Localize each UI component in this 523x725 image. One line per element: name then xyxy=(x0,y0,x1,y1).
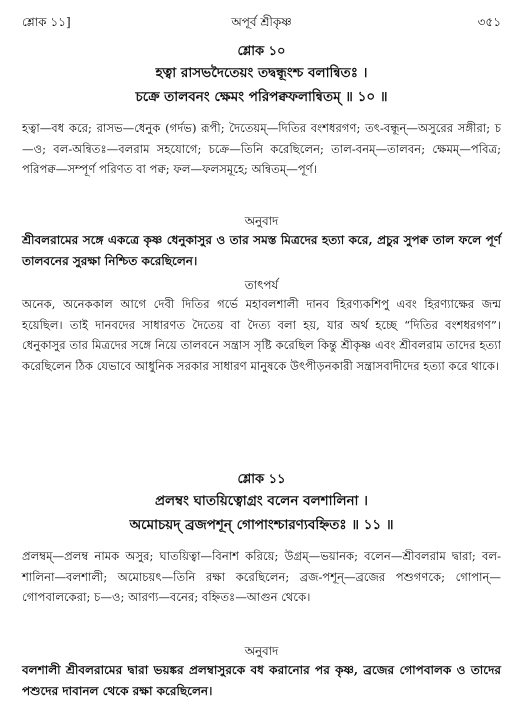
header-verse-ref: শ্লোক ১১] xyxy=(22,15,71,29)
verse-11-line-2: অমোচয়দ্ ব্রজপশূন্ গোপাংশ্চারণ্যবহ্নিতঃ ॥ ১১ ॥ xyxy=(129,517,394,533)
verse-10-line-2: চক্রে তালবনং ক্ষেমং পরিপক্বফলান্বিতম্ ॥ ১০ ॥ xyxy=(135,89,388,105)
verse-11-line-1: প্রলম্বং ঘাতয়িত্বোগ্রং বলেন বলশালিনা । xyxy=(154,493,368,509)
verse-11-translation: বলশালী শ্রীবলরামের দ্বারা ভয়ঙ্কর প্রলম্বাসুরকে বধ করানোর পর কৃষ্ণ, ব্রজের গোপবালক ও তাদের পশুদের দাবানল থেকে রক্ষা করেছিলেন। xyxy=(22,663,501,698)
verse-10-translation-heading: অনুবাদ xyxy=(244,214,279,228)
verse-10-number: শ্লোক ১০ xyxy=(237,44,286,59)
verse-10-synonyms: হত্বা—বধ করে; রাসভ—ধেনুক (গর্দভ) রূপী; দৈতেয়ম্—দিতির বংশধরগণ; তৎ-বন্ধূন্—অসুরের সঙ্গীরা; চ—ও; বল-অন্বিতঃ—বলরাম সহযোগে; চক্রে—তিনি করেছিলেন; তাল-বনম্—তালবন; ক্ষেমম্—পবিত্র; পরিপক্ব—সম্পূর্ণ পরিণত বা পক্ব; ফল—ফলসমূহে; অন্বিতম্—পূর্ণ। xyxy=(22,121,501,176)
verse-10-purport-heading: তাৎপর্য xyxy=(244,278,279,292)
running-header xyxy=(22,14,501,32)
verse-10-translation: শ্রীবলরামের সঙ্গে একত্রে কৃষ্ণ ধেনুকাসুর ও তার সমস্ত মিত্রদের হত্যা করে, প্রচুর সুপক্ব তাল ফলে পূর্ণ তালবনের সুরক্ষা নিশ্চিত করেছিলেন। xyxy=(22,233,501,268)
verse-11-translation-heading: অনুবাদ xyxy=(244,644,279,658)
header-title: অপূর্ব শ্রীকৃষ্ণ xyxy=(231,15,292,29)
verse-11-number: শ্লোক ১১ xyxy=(237,472,286,487)
page-number: ৩৫১ xyxy=(477,15,501,29)
verse-10-line-1: হত্বা রাসভদৈতেয়ং তদ্বন্ধূংশ্চ বলান্বিতঃ । xyxy=(155,65,368,81)
verse-11-synonyms: প্রলম্বম্—প্রলম্ব নামক অসুর; ঘাতয়িত্বা—বিনাশ করিয়ে; উগ্রম্—ভয়ানক; বলেন—শ্রীবলরাম দ্বারা; বল-শালিনা—বলশালী; অমোচয়ৎ—তিনি রক্ষা করেছিলেন; ব্রজ-পশূন্—ব্রজের পশুগণকে; গোপান্—গোপবালকেরা; চ—ও; আরণ্য—বনের; বহ্নিতঃ—আগুন থেকে। xyxy=(22,549,501,604)
verse-10-purport: অনেক, অনেককাল আগে দেবী দিতির গর্ভে মহাবলশালী দানব হিরণ্যকশিপু এবং হিরণ্যাক্ষের জন্ম হয়েছিল। তাই দানবদের সাধারণত দৈতেয় বা দৈত্য বলা হয়, যার অর্থ হচ্ছে “দিতির বংশধরগণ”। ধেনুকাসুর তার মিত্রদের সঙ্গে নিয়ে তালবনে সন্ত্রাস সৃষ্টি করেছিল কিন্তু শ্রীকৃষ্ণ এবং শ্রীবলরাম তাদের হত্যা করেছিলেন ঠিক যেভাবে আধুনিক সরকার সাধারণ মানুষকে উৎপীড়নকারী সন্ত্রাসবাদীদের হত্যা করে থাকে। xyxy=(22,297,501,373)
